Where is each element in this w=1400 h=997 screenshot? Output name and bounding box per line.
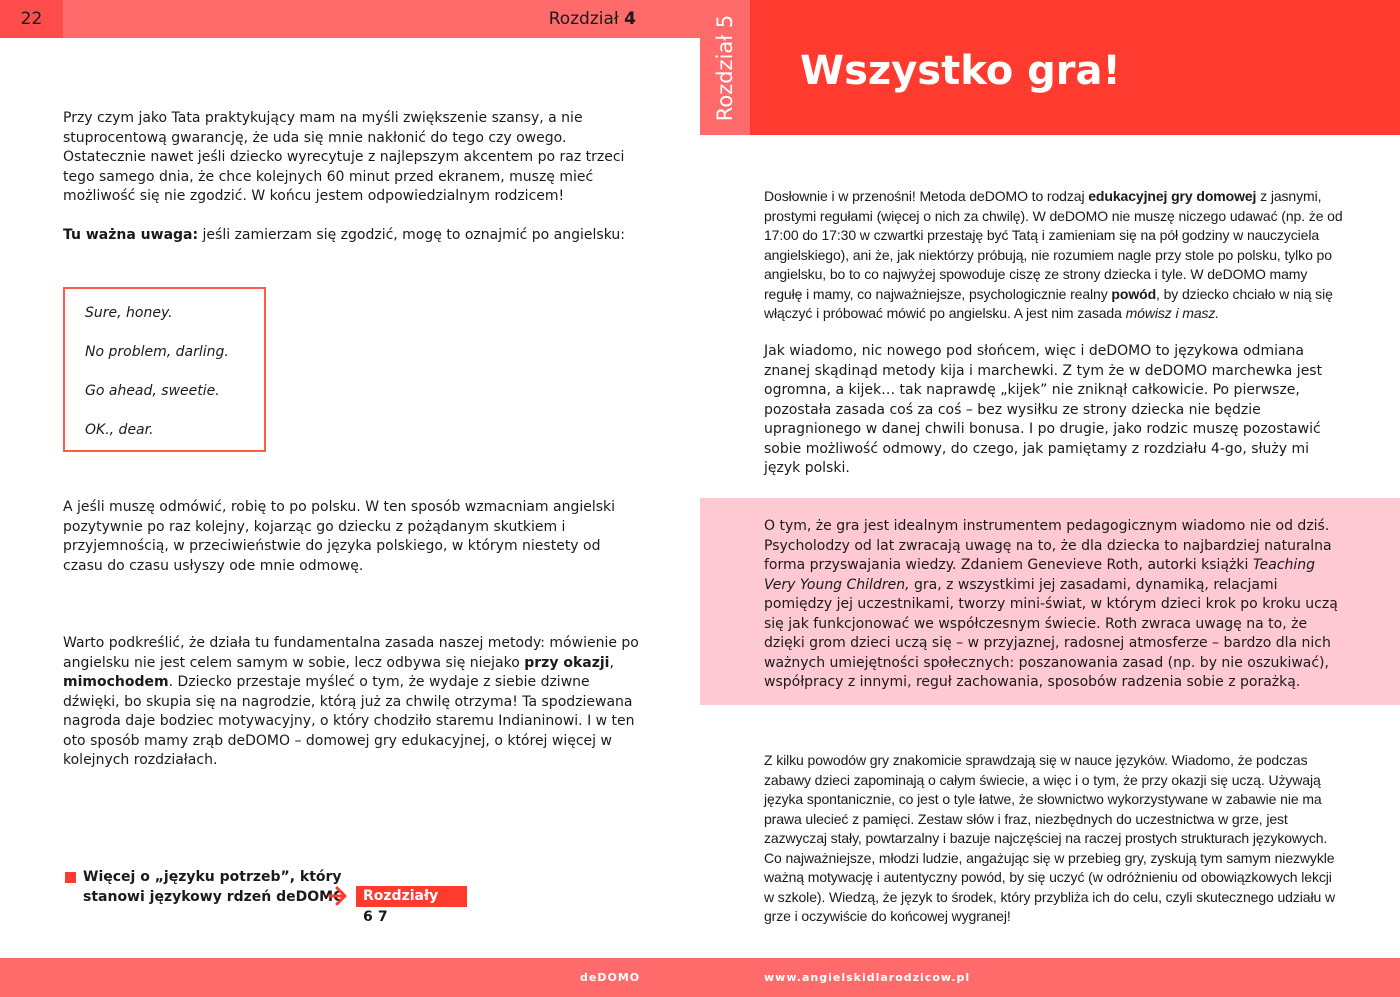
left-paragraph-4: Warto podkreślić, że działa tu fundamentalna zasada naszej metody: mówienie po angielsku nie jest celem samym w sobie, lecz odbywa się niejako przy okazji, mimochodem. Dziecko przestaje myśleć o tym, że wydaje z siebie dziwne dźwięki, bo skupia się na nagrodzie, którą już za chwilę otrzyma! Ta spodziewana nagroda daje bodziec motywacyjny, o który chodziło staremu Indianinowi. I w ten oto sposób mamy zrąb deDOMO – domowej gry edukacyjnej, o której więcej w kolejnych rozdziałach. — [63, 635, 639, 768]
right-paragraph-4: Z kilku powodów gry znakomicie sprawdzają się w nauce języków. Wiadomo, że podczas zabawy dzieci zapominają o całym świecie, a więc i o tym, że przy okazji się uczą. Używają języka spontanicznie, co jest o tyle łatwe, że słownictwo wykorzystywane w zabawie nie ma prawa ulecieć z pamięci. Zestaw słów i fraz, niezbędnych do uczestnictwa w grze, jest zazwyczaj stały, powtarzalny i bazuje najczęściej na raczej prostych strukturach językowych. Co najważniejsze, młodzi ludzie, angażując się w przebieg gry, zyskują tym samym niezwykle ważną motywację i autentyczny powód, by się uczyć (w odróżnieniu od obowiązkowych lekcji w szkole). Wiedzą, że język to środek, który przybliża ich do celu, czyli skutecznego udziału w grze i oczywiście do końcowej wygranej! — [764, 752, 1335, 924]
quote-item: No problem, darling. — [85, 344, 229, 360]
right-paragraph-1: Dosłownie i w przenośni! Metoda deDOMO to rodzaj edukacyjnej gry domowej z jasnymi, prostymi regułami (więcej o nich za chwilę). W deDOMO nie muszę niczego udawać (np. że od 17:00 do 17:30 w czwartki przestaję być Tatą i zamieniam się na pół godziny w nauczyciela angielskiego), ani że, jak niektórzy próbują, nie rozumiem nagle przy stole po polsku, tylko po angielsku, bo to co najwyżej spowoduje ciszę ze strony dziecka i tyle. W deDOMO mamy regułę i mamy, co najważniejsze, psychologicznie realny powód, by dziecko chciało w nią się włączyć i próbować mówić po angielsku. A jest nim zasada mówisz i masz. — [764, 188, 1343, 321]
cross-reference-note: Więcej o „języku potrzeb”, który stanowi językowy rdzeń deDOMO — [83, 869, 346, 905]
english-phrases-box — [63, 287, 266, 452]
left-paragraph-3: A jeśli muszę odmówić, robię to po polsku. W ten sposób wzmacniam angielski pozytywnie po raz kolejny, kojarząc go dziecku z pożądanym skutkiem i przyjemnością, w przeciwieństwie do języka polskiego, w którym niestety od czasu do czasu usłyszy ode mnie odmowę. — [63, 499, 616, 574]
arrow-right-icon — [328, 885, 348, 907]
chapters-reference-badge[interactable]: Rozdziały 6|7 — [356, 886, 467, 907]
footer-website[interactable]: www.angielskidlarodzicow.pl — [764, 971, 971, 984]
quote-item: Sure, honey. — [85, 305, 173, 321]
chapter-number: 4 — [624, 9, 636, 29]
right-chapter-tab-label — [700, 0, 750, 135]
footer-brand: deDOMO — [580, 971, 641, 984]
quote-item: OK., dear. — [85, 422, 154, 438]
right-chapter-tab-text: Rozdział 5 — [713, 14, 737, 121]
right-paragraph-3: O tym, że gra jest idealnym instrumentem pedagogicznym wiadomo nie od dziś. Psycholodzy od lat zwracają uwagę na to, że dla dziecka to najbardziej naturalna forma przyswajania wiedzy. Zdaniem Genevieve Roth, autorki książki Teaching Very Young Children, gra, z wszystkimi jej zasadami, dynamiką, relacjami pomiędzy jej uczestnikami, tworzy mini-świat, w którym dzieci krok po kroku uczą się jak funkcjonować we współczesnym świecie. Roth zwraca uwagę na to, że dzięki grom dzieci uczą się – w przyjaznej, radosnej atmosferze – bardzo dla nich ważnych umiejętności społecznych: poszanowania zasad (np. by nie oszukiwać), współpracy z innymi, reguł zachowania, sposobów radzenia sobie z porażką. — [764, 518, 1338, 690]
important-note-label: Tu ważna uwaga: — [63, 227, 199, 243]
chapter-word: Rozdział — [548, 9, 619, 29]
left-paragraph-2: Tu ważna uwaga: jeśli zamierzam się zgodzić, mogę to oznajmić po angielsku: — [63, 227, 625, 243]
right-paragraph-2: Jak wiadomo, nic nowego pod słońcem, więc i deDOMO to językowa odmiana znanej skądinąd metody kija i marchewki. Z tym że w deDOMO marchewka jest ogromna, a kijek… tak naprawdę „kijek” nie zniknął całkowicie. Po pierwsze, pozostała zasada coś za coś – bez wysiłku ze strony dziecka nie będzie upragnionego w danej chwili bonusa. I po drugie, jako rodzic muszę pozostawić sobie możliwość odmowy, do czego, jak pamiętamy z rozdziału 4-go, służy mi język polski. — [764, 343, 1323, 476]
left-paragraph-1: Przy czym jako Tata praktykujący mam na myśli zwiększenie szansy, a nie stuprocentową gwarancję, że uda się mnie nakłonić do tego czy owego. Ostatecznie nawet jeśli dziecko wyrecytuje z najlepszym akcentem po raz trzeci tego samego dnia, że chce kolejnych 60 minut przed ekranem, muszę mieć możliwość się nie zgodzić. W końcu jestem odpowiedzialnym rodzicem! — [63, 110, 625, 204]
chapter-title: Wszystko gra! — [800, 48, 1121, 94]
quote-item: Go ahead, sweetie. — [85, 383, 220, 399]
note-bullet-square — [65, 872, 76, 883]
footer-bar — [0, 958, 1400, 997]
page-number: 22 — [0, 0, 63, 38]
left-chapter-label — [380, 0, 636, 38]
